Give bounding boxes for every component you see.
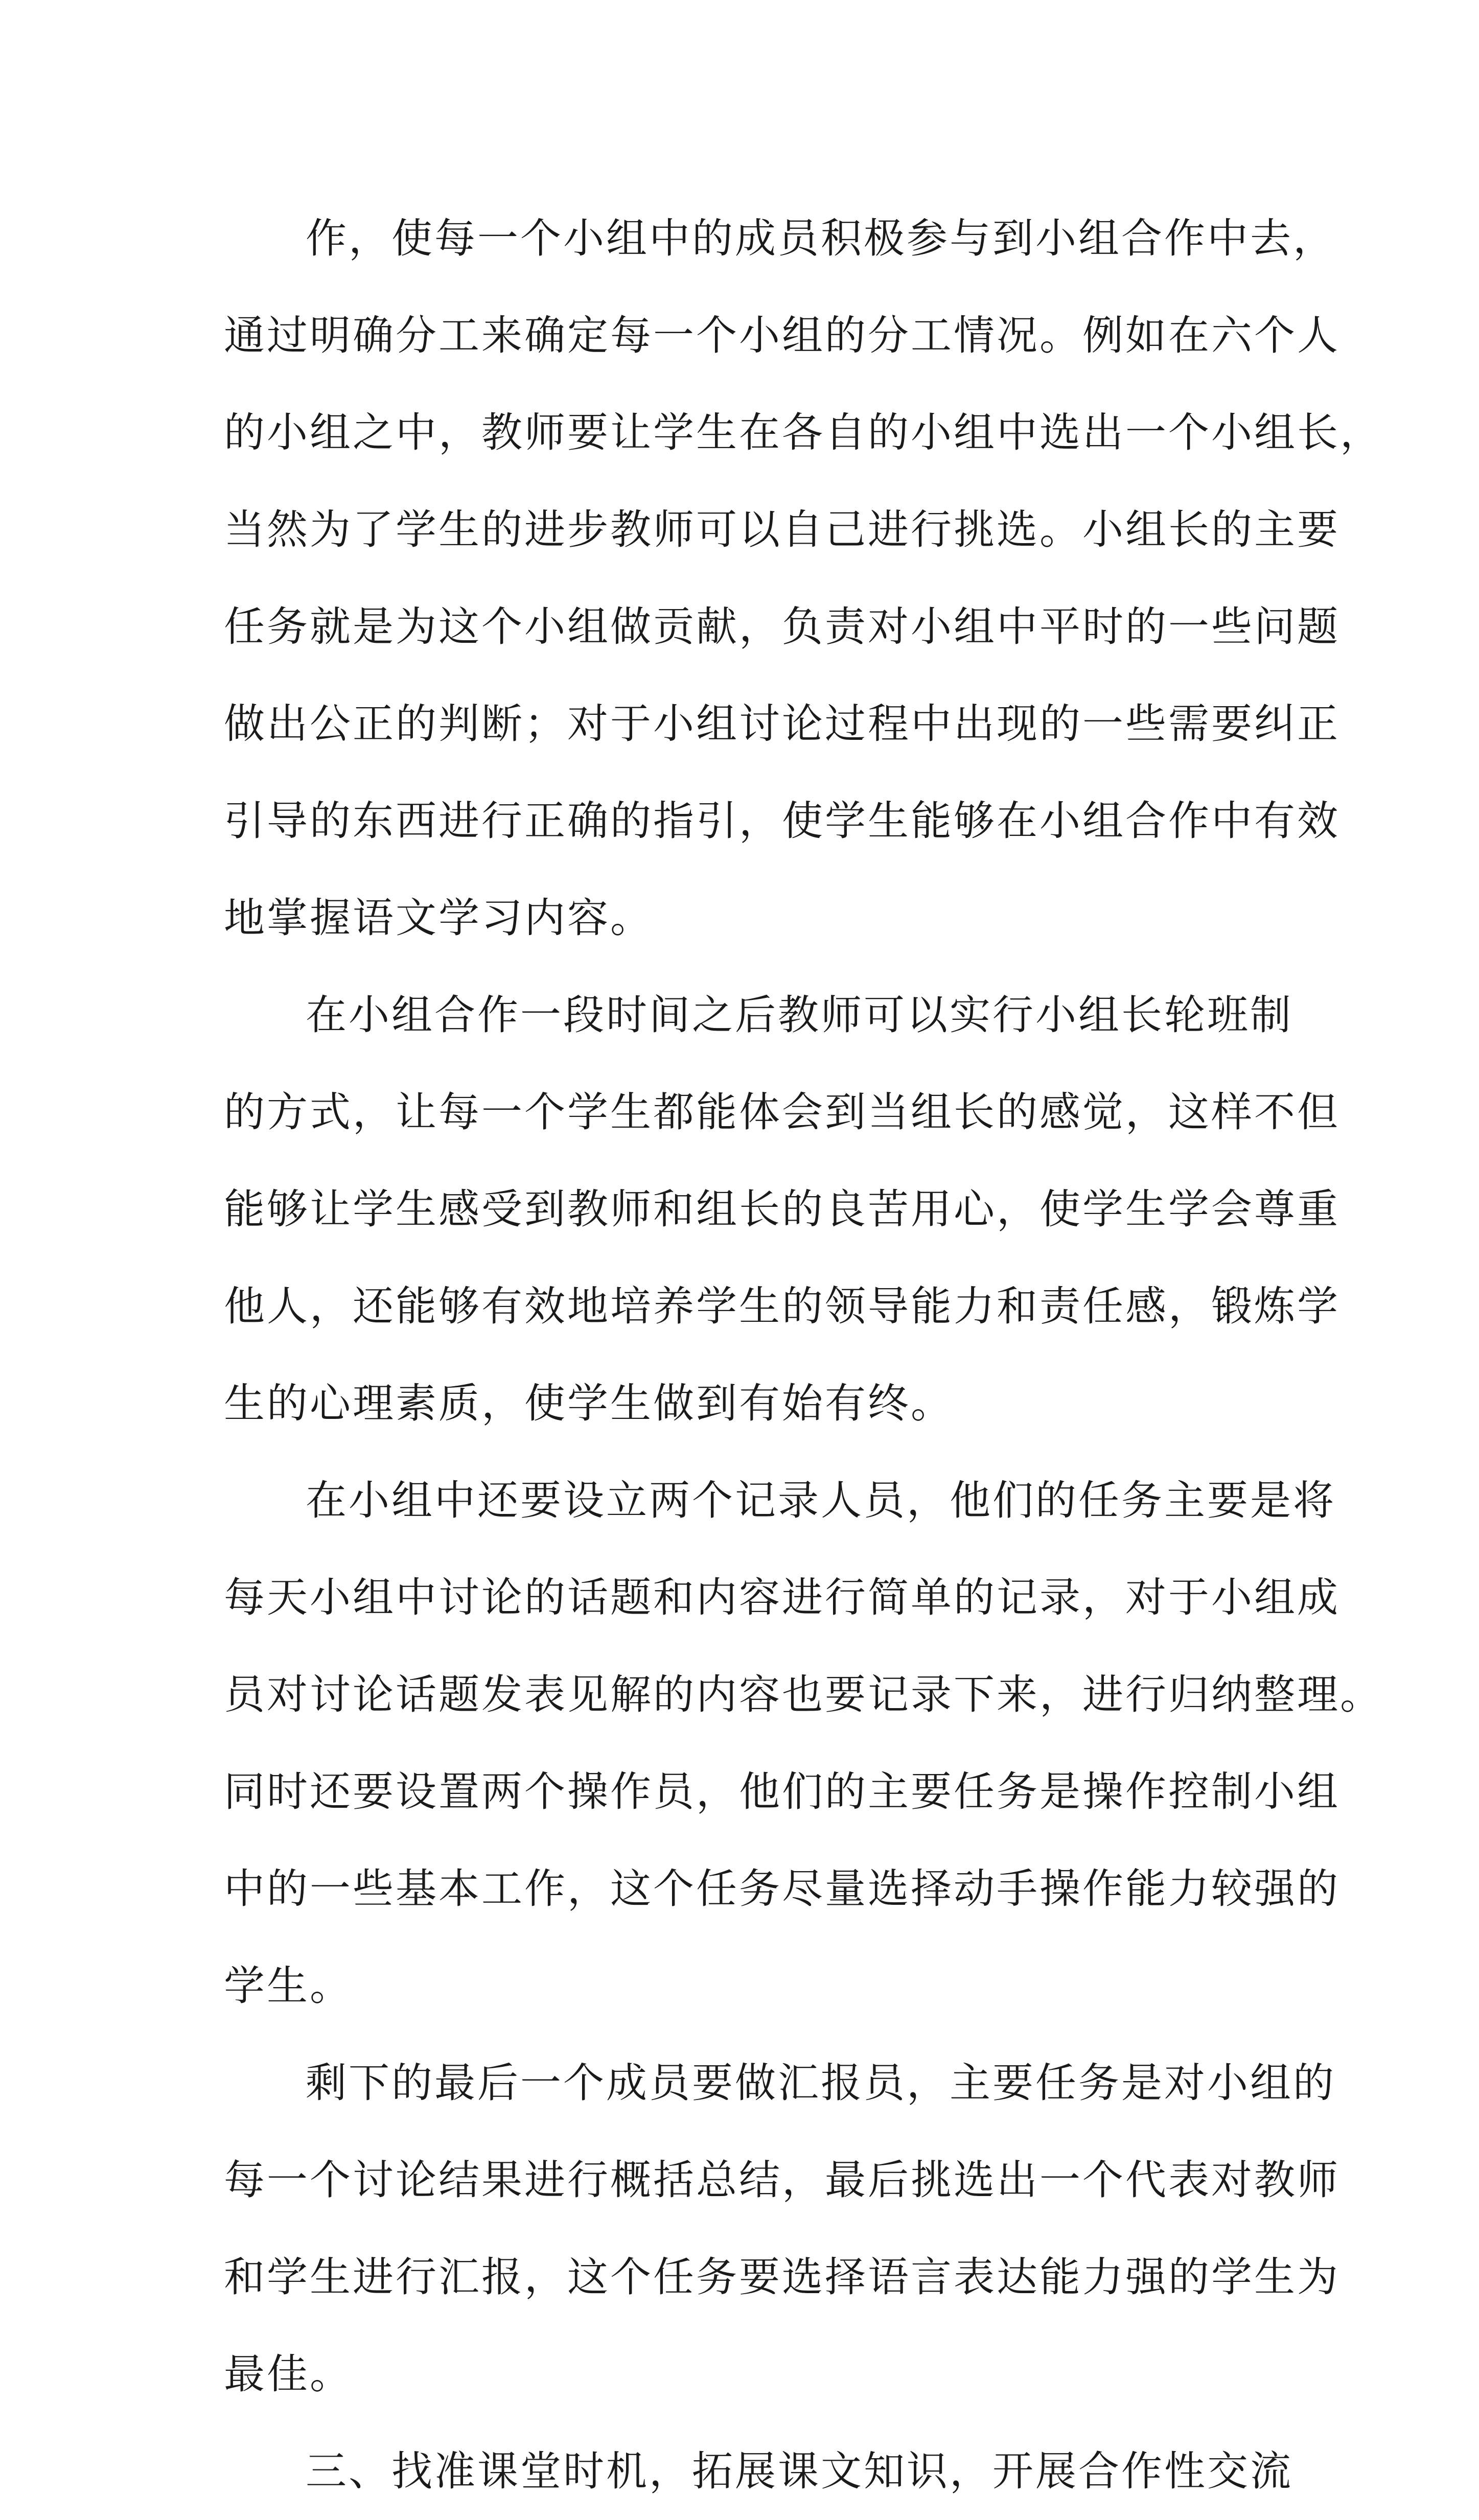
text-line: 通过明确分工来确定每一个小组的分工情况。例如在六个人	[224, 312, 1340, 359]
text-line: 每一个讨论结果进行概括总结，最后挑选出一个代表对教师	[224, 2156, 1340, 2204]
text-line: 的方式，让每一个学生都能体会到当组长的感觉，这样不但	[224, 1088, 1340, 1136]
text-line: 员对讨论话题发表见解的内容也要记录下来，进行归纳整理。	[224, 1671, 1383, 1718]
body-text	[224, 190, 1383, 2520]
text-line: 同时还要设置两个操作员，他们的主要任务是操作控制小组	[224, 1768, 1340, 1815]
text-line: 学生。	[224, 1962, 353, 2010]
text-line: 他人，还能够有效地培养学生的领导能力和责任感，锻炼学	[224, 1282, 1340, 1330]
text-line: 地掌握语文学习内容。	[224, 894, 653, 942]
text-line: 当然为了学生的进步教师可以自己进行挑选。小组长的主要	[224, 506, 1340, 553]
text-line: 做出公正的判断；对于小组讨论过程中出现的一些需要纠正	[224, 700, 1340, 748]
text-line: 每天小组中讨论的话题和内容进行简单的记录，对于小组成	[224, 1574, 1340, 1621]
text-line: 生的心理素质，使学生做到有始有终。	[224, 1380, 954, 1427]
text-line: 在小组合作一段时间之后教师可以实行小组长轮班制	[306, 991, 1293, 1039]
text-line: 和学生进行汇报，这个任务要选择语言表达能力强的学生为	[224, 2253, 1340, 2301]
text-line: 引导的东西进行正确的指引，使学生能够在小组合作中有效	[224, 797, 1340, 845]
text-line: 剩下的最后一个成员要做汇报员，主要任务是对小组的	[306, 2059, 1336, 2107]
text-line: 在小组中还要设立两个记录人员，他们的任务主要是将	[306, 1477, 1336, 1524]
text-line: 任务就是为这个小组做贡献，负责对小组中平时的一些问题	[224, 603, 1340, 650]
text-line: 作，使每一个小组中的成员积极参与到小组合作中去，	[306, 215, 1336, 262]
text-line: 最佳。	[224, 2350, 353, 2398]
text-line: 的小组之中，教师要让学生在各自的小组中选出一个小组长，	[224, 409, 1383, 456]
section-heading: 三、找准课堂时机，拓展课文知识，开展合作性交流	[306, 2447, 1293, 2495]
text-line: 能够让学生感受到教师和组长的良苦用心，使学生学会尊重	[224, 1185, 1340, 1233]
text-line: 中的一些基本工作，这个任务尽量选择动手操作能力较强的	[224, 1865, 1340, 1912]
